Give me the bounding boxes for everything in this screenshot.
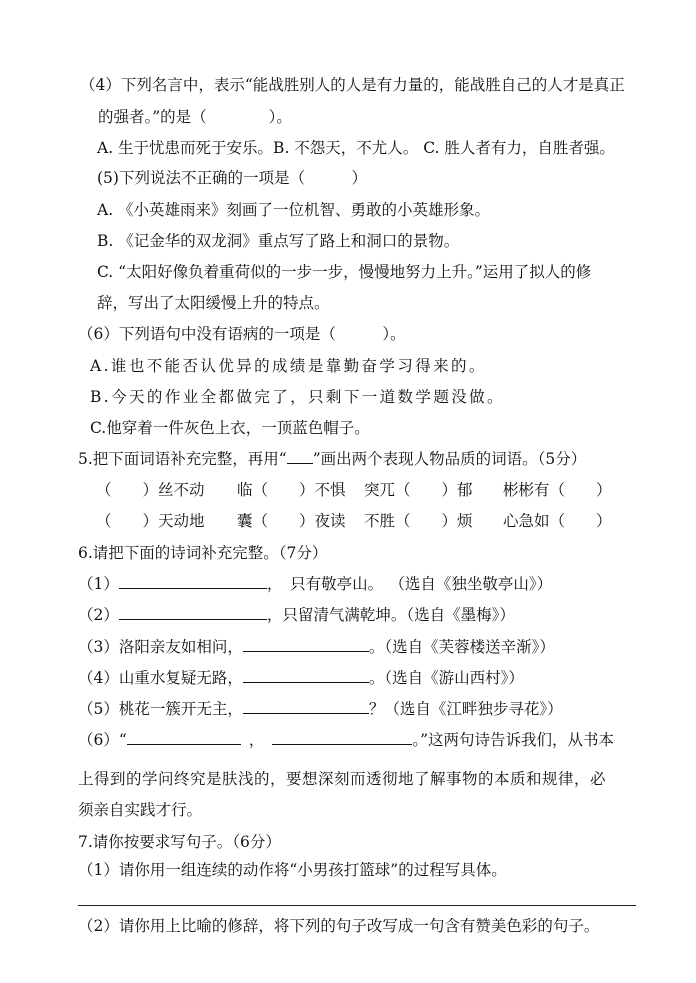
poem-item-2-source: （选自《墨梅》） xyxy=(406,606,515,624)
q6sub-stem: （6）下列语句中没有语病的一项是（ ）。 xyxy=(78,325,406,343)
section5-title-post: ”画出两个表现人物品质的词语。（5分） xyxy=(312,450,587,468)
section7-title: 7.请你按要求写句子。（6分） xyxy=(78,833,281,851)
poem-item-5-before: 桃花一簇开无主， xyxy=(118,700,243,718)
poem-item-3-before: 洛阳亲友如相问， xyxy=(118,638,243,656)
section5-title xyxy=(78,449,586,469)
poem-item-3-blank[interactable] xyxy=(243,637,369,652)
section5-row1-item3: 突兀（ ）郁 xyxy=(364,481,473,499)
poem-item-6-blank-2[interactable] xyxy=(272,730,412,745)
q5sub-option-b: B. 《记金华的双龙洞》重点写了路上和洞口的景物。 xyxy=(97,232,460,250)
q6sub-option-a: A.谁也不能否认优异的成绩是靠勤奋学习得来的。 xyxy=(90,357,487,375)
poem-item-5-blank[interactable] xyxy=(243,699,369,714)
poem-item-2 xyxy=(78,605,515,625)
poem-item-3 xyxy=(78,637,555,657)
poem-item-5 xyxy=(78,699,563,719)
poem-item-3-after: 。 xyxy=(368,638,385,656)
q6sub-option-b: B.今天的作业全都做完了，只剩下一道数学题没做。 xyxy=(90,388,505,406)
poem-item-4-before: 山重水复疑无路， xyxy=(118,669,243,687)
q4-stem-line2: 的强者。”的是（ ）。 xyxy=(98,108,292,126)
poem-item-6-line3: 须亲自实践才行。 xyxy=(78,801,203,819)
section5-row2-item1: （ ）天动地 xyxy=(96,512,205,530)
section5-row2-item3: 不胜（ ）烦 xyxy=(364,512,473,530)
section5-row1-item1: （ ）丝不动 xyxy=(96,481,205,499)
answer-line[interactable] xyxy=(78,905,636,906)
poem-item-3-source: （选自《芙蓉楼送辛渐》） xyxy=(384,638,555,656)
section5-row2-item2: 囊（ ）夜读 xyxy=(237,512,346,530)
poem-item-6-line2: 上得到的学问终究是肤浅的，要想深刻而透彻地了解事物的本质和规律，必 xyxy=(78,770,607,788)
poem-item-6-close: 。”这两句诗告诉我们，从书本 xyxy=(412,731,615,749)
poem-item-1-after: ， 只有敬亭山。 xyxy=(266,575,384,593)
poem-item-4 xyxy=(78,668,524,688)
poem-item-6-mid: ， xyxy=(248,731,265,749)
poem-item-2-blank[interactable] xyxy=(119,605,267,620)
section5-row1-item2: 临（ ）不惧 xyxy=(237,481,346,499)
poem-item-1-num: （1） xyxy=(78,575,119,593)
poem-item-4-after: 。 xyxy=(368,669,385,687)
q5sub-option-c-line2: 辞，写出了太阳缓慢上升的特点。 xyxy=(97,294,330,312)
poem-item-2-num: （2） xyxy=(78,606,119,624)
poem-item-5-num: （5） xyxy=(78,700,119,718)
poem-item-5-after: ？ xyxy=(368,700,385,718)
section5-title-pre: 5.把下面词语补充完整，再用“ xyxy=(78,450,287,468)
poem-item-5-source: （选自《江畔独步寻花》） xyxy=(384,700,563,718)
q5sub-option-a: A. 《小英雄雨来》刻画了一位机智、勇敢的小英雄形象。 xyxy=(97,201,491,219)
poem-item-4-source: （选自《游山西村》） xyxy=(384,669,524,687)
q4-stem-line1: （4）下列名言中，表示“能战胜别人的人是有力量的，能战胜自己的人才是真正 xyxy=(80,76,625,94)
poem-item-6-open: “ xyxy=(118,731,127,749)
section5-row2-item4: 心急如（ ） xyxy=(503,512,612,530)
poem-item-3-num: （3） xyxy=(78,638,119,656)
poem-item-1-source: （选自《独坐敬亭山》） xyxy=(397,575,553,593)
poem-item-1 xyxy=(78,574,552,594)
poem-item-4-blank[interactable] xyxy=(243,668,369,683)
q4-options: A. 生于忧患而死于安乐。B. 不怨天，不尤人。 C. 胜人者有力，自胜者强。 xyxy=(97,139,615,157)
poem-item-1-blank[interactable] xyxy=(119,574,267,589)
poem-item-4-num: （4） xyxy=(78,669,119,687)
section6-title: 6.请把下面的诗词补充完整。（7分） xyxy=(78,544,328,562)
poem-item-6-blank-1[interactable] xyxy=(127,730,241,745)
poem-item-6 xyxy=(78,730,614,750)
underline-sample xyxy=(287,449,313,464)
section5-row1-item4: 彬彬有（ ） xyxy=(503,481,612,499)
section7-sub1: （1）请你用一组连续的动作将“小男孩打篮球”的过程写具体。 xyxy=(78,861,507,879)
poem-item-6-num: （6） xyxy=(78,731,119,749)
q6sub-option-c: C.他穿着一件灰色上衣，一顶蓝色帽子。 xyxy=(90,419,370,437)
q5sub-option-c-line1: C. “太阳好像负着重荷似的一步一步，慢慢地努力上升。”运用了拟人的修 xyxy=(97,263,592,281)
section7-sub2: （2）请你用上比喻的修辞，将下列的句子改写成一句含有赞美色彩的句子。 xyxy=(78,917,600,935)
poem-item-2-after: ，只留清气满乾坤。 xyxy=(266,606,407,624)
q5sub-stem: (5)下列说法不正确的一项是（ ） xyxy=(97,169,367,187)
